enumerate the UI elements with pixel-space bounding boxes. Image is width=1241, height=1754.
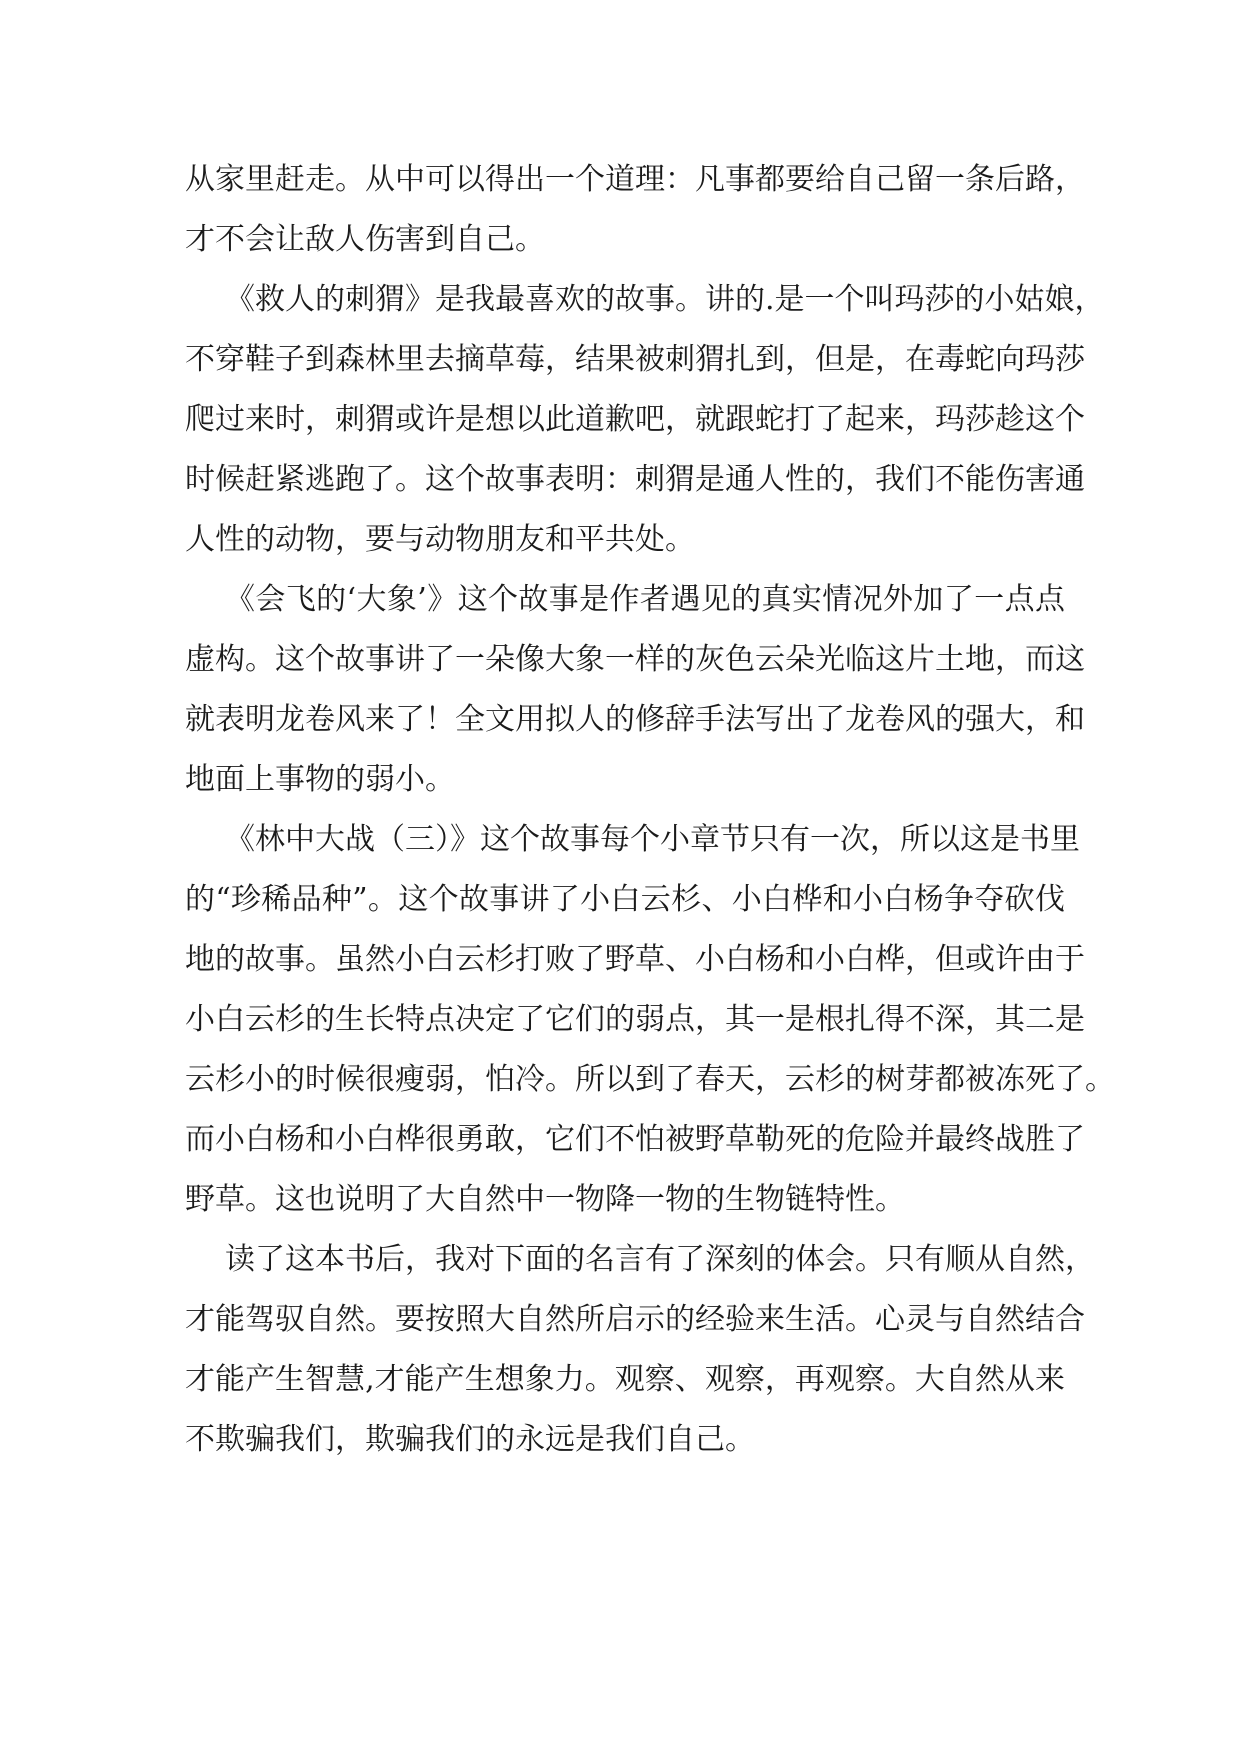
text-line: 不穿鞋子到森林里去摘草莓，结果被刺猬扎到，但是，在毒蛇向玛莎 [185, 342, 1085, 377]
text-line: 读了这本书后，我对下面的名言有了深刻的体会。只有顺从自然， [225, 1242, 1095, 1277]
text-line: 《会飞的‘大象’》这个故事是作者遇见的真实情况外加了一点点 [225, 582, 1065, 617]
text-line: 就表明龙卷风来了！全文用拟人的修辞手法写出了龙卷风的强大，和 [185, 702, 1085, 737]
text-line: 而小白杨和小白桦很勇敢，它们不怕被野草勒死的危险并最终战胜了 [185, 1122, 1085, 1157]
text-line: 野草。这也说明了大自然中一物降一物的生物链特性。 [185, 1182, 905, 1217]
document-body [185, 150, 1115, 1470]
text-line: 《林中大战（三）》这个故事每个小章节只有一次，所以这是书里 [225, 822, 1080, 857]
text-line: 人性的动物，要与动物朋友和平共处。 [185, 522, 695, 557]
text-line: 地面上事物的弱小。 [185, 762, 455, 797]
text-line: 从家里赶走。从中可以得出一个道理：凡事都要给自己留一条后路， [185, 162, 1085, 197]
text-line: 《救人的刺猬》是我最喜欢的故事。讲的.是一个叫玛莎的小姑娘， [225, 282, 1105, 317]
text-line: 不欺骗我们，欺骗我们的永远是我们自己。 [185, 1422, 755, 1457]
text-line: 地的故事。虽然小白云杉打败了野草、小白杨和小白桦，但或许由于 [185, 942, 1085, 977]
text-line: 虚构。这个故事讲了一朵像大象一样的灰色云朵光临这片土地，而这 [185, 642, 1085, 677]
text-line: 的“珍稀品种”。这个故事讲了小白云杉、小白桦和小白杨争夺砍伐 [185, 882, 1065, 917]
text-line: 时候赶紧逃跑了。这个故事表明：刺猬是通人性的，我们不能伤害通 [185, 462, 1085, 497]
text-line: 爬过来时，刺猬或许是想以此道歉吧，就跟蛇打了起来，玛莎趁这个 [185, 402, 1085, 437]
text-line: 才能驾驭自然。要按照大自然所启示的经验来生活。心灵与自然结合 [185, 1302, 1085, 1337]
text-line: 才不会让敌人伤害到自己。 [185, 222, 545, 257]
text-line: 才能产生智慧,才能产生想象力。观察、观察，再观察。大自然从来 [185, 1362, 1065, 1397]
text-line: 云杉小的时候很瘦弱，怕冷。所以到了春天，云杉的树芽都被冻死了。 [185, 1062, 1115, 1097]
text-line: 小白云杉的生长特点决定了它们的弱点，其一是根扎得不深，其二是 [185, 1002, 1085, 1037]
